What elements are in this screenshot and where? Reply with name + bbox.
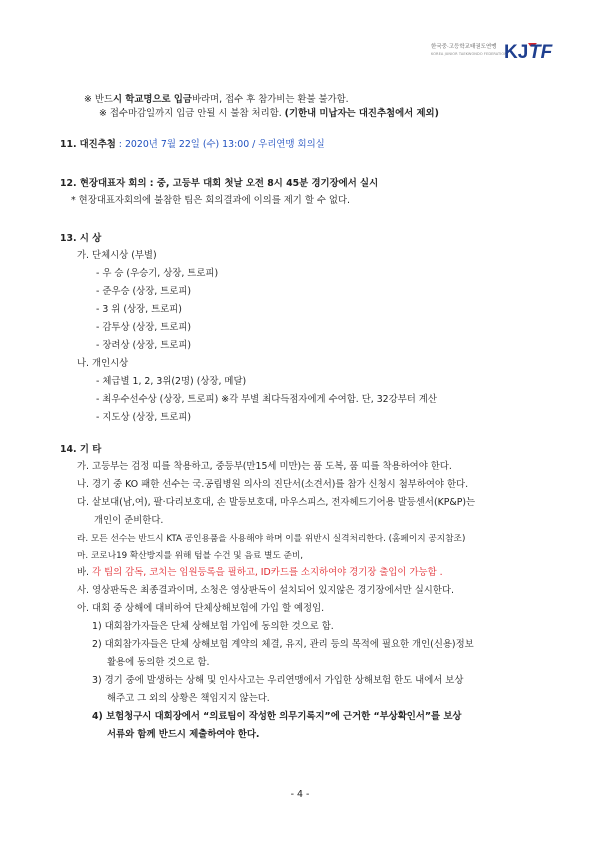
- section-11-value: 2020년 7월 22일 (수) 13:00 / 우리연맹 회의실: [124, 139, 325, 150]
- section-14-a: 아. 대회 중 상해에 대비하여 단체상해보험에 가입 할 예정임.: [77, 603, 325, 614]
- individual-award-item: - 최우수선수상 (상장, 트로피) ※각 부별 최다득점자에게 수여함. 단, 32강부터 계산: [96, 394, 437, 405]
- section-11-sep: :: [115, 139, 125, 150]
- section-14-ba-prefix: 바.: [77, 567, 93, 578]
- note-deadline: [99, 108, 439, 120]
- note-school-name: [84, 94, 349, 106]
- org-name-ko: 한국중·고등학교태권도연맹: [431, 44, 497, 50]
- section-13-na: 나. 개인시상: [77, 358, 129, 369]
- section-14-da-cont: 개인이 준비한다.: [94, 515, 164, 526]
- section-14-ba-red: 각 팀의 감독, 코치는 임원등록을 필하고, ID카드를 소지하여야 경기장 출입이 가능함 .: [92, 567, 443, 578]
- section-14-ga: 가. 고등부는 검정 띠를 착용하고, 중등부(만15세 미만)는 품 도복, 품 띠를 착용하여야 한다.: [77, 461, 452, 472]
- individual-award-item: - 지도상 (상장, 트로피): [96, 412, 192, 423]
- kjtf-logo: [503, 40, 553, 63]
- insurance-item-cont: 서류와 함께 반드시 제출하여야 한다.: [107, 729, 260, 740]
- note2-bold: (기한내 미납자는 대진추첨에서 제외): [284, 108, 439, 119]
- logo-letters-tf: TF: [529, 42, 553, 63]
- insurance-item: 2) 대회참가자들은 단체 상해보험 계약의 체결, 유지, 관리 등의 목적에 필요한 개인(신용)정보: [92, 639, 474, 650]
- insurance-item: 1) 대회참가자들은 단체 상해보험 가입에 동의한 것으로 함.: [92, 621, 334, 632]
- team-award-item: - 3 위 (상장, 트로피): [96, 304, 182, 315]
- note2-prefix: ※ 접수마감일까지 입금 안될 시 불참 처리함.: [99, 108, 285, 119]
- team-award-item: - 장려상 (상장, 트로피): [96, 340, 192, 351]
- note1-prefix: ※ 반드: [84, 94, 113, 105]
- section-12: [60, 178, 378, 190]
- page-number: - 4 -: [290, 789, 310, 800]
- section-11: [60, 139, 325, 151]
- section-13-ga: 가. 단체시상 (부별): [77, 250, 157, 261]
- section-11-title: 대진추첨: [79, 139, 116, 150]
- team-award-item: - 준우승 (상장, 트로피): [96, 286, 192, 297]
- header-org-name: [431, 44, 507, 58]
- insurance-item-cont: 해주고 그 외의 상황은 책임지지 않는다.: [107, 693, 270, 704]
- section-14-da: 다. 샅보대(남,여), 팔·다리보호대, 손 발등보호대, 마우스피스, 전자헤드기어용 발등센서(KP&P)는: [77, 497, 476, 508]
- section-14-ma: 마. 코로나19 확산방지를 위해 텀블 수건 및 음료 별도 준비,: [77, 551, 304, 561]
- section-11-number: 11.: [60, 139, 77, 150]
- section-12-number: 12.: [60, 178, 77, 189]
- note1-rest: 바라며, 접수 후 참가비는 환불 불가함.: [191, 94, 349, 105]
- insurance-item: 4) 보험청구시 대회장에서 “의료팀이 작성한 의무기록지”에 근거한 “부상확인서”를 보상: [92, 711, 462, 722]
- section-14-ba: [77, 567, 443, 579]
- section-14-number: 14.: [60, 444, 77, 455]
- note1-bold: 시 학교명으로 입금: [112, 94, 192, 105]
- org-name-en: KOREA JUNIOR TAEKWONDO FEDERATION: [431, 52, 507, 56]
- section-12-note: * 현장대표자회의에 불참한 팀은 회의결과에 이의를 제기 할 수 없다.: [71, 195, 351, 206]
- section-13-number: 13.: [60, 233, 77, 244]
- section-14-ra: 라. 모든 선수는 반드시 KTA 공인용품을 사용해야 하며 이를 위반시 실격처리한다. (홈페이지 공지참조): [77, 534, 466, 544]
- logo-letters-kj: KJ: [504, 42, 529, 63]
- section-13: [60, 233, 101, 245]
- section-14-sa: 사. 영상판독은 최종결과이며, 소청은 영상판독이 설치되어 있지않은 경기장에서만 실시한다.: [77, 585, 454, 596]
- team-award-item: - 감투상 (상장, 트로피): [96, 322, 192, 333]
- section-14-na: 나. 경기 중 KO 패한 선수는 국.공립병원 의사의 진단서(소견서)를 참가 신청시 첨부하여야 한다.: [77, 479, 469, 490]
- insurance-item-cont: 활용에 동의한 것으로 함.: [107, 657, 210, 668]
- section-14-title: 기 타: [79, 444, 102, 455]
- individual-award-item: - 체급별 1, 2, 3위(2명) (상장, 메달): [96, 376, 247, 387]
- section-12-title: 현장대표자 회의 : 중, 고등부 대회 첫날 오전 8시 45분 경기장에서 실시: [79, 178, 379, 189]
- insurance-item: 3) 경기 중에 발생하는 상해 및 인사사고는 우리연맹에서 가입한 상해보험 한도 내에서 보상: [92, 675, 464, 686]
- section-13-title: 시 상: [79, 233, 102, 244]
- section-14: [60, 444, 101, 456]
- team-award-item: - 우 승 (우승기, 상장, 트로피): [96, 268, 219, 279]
